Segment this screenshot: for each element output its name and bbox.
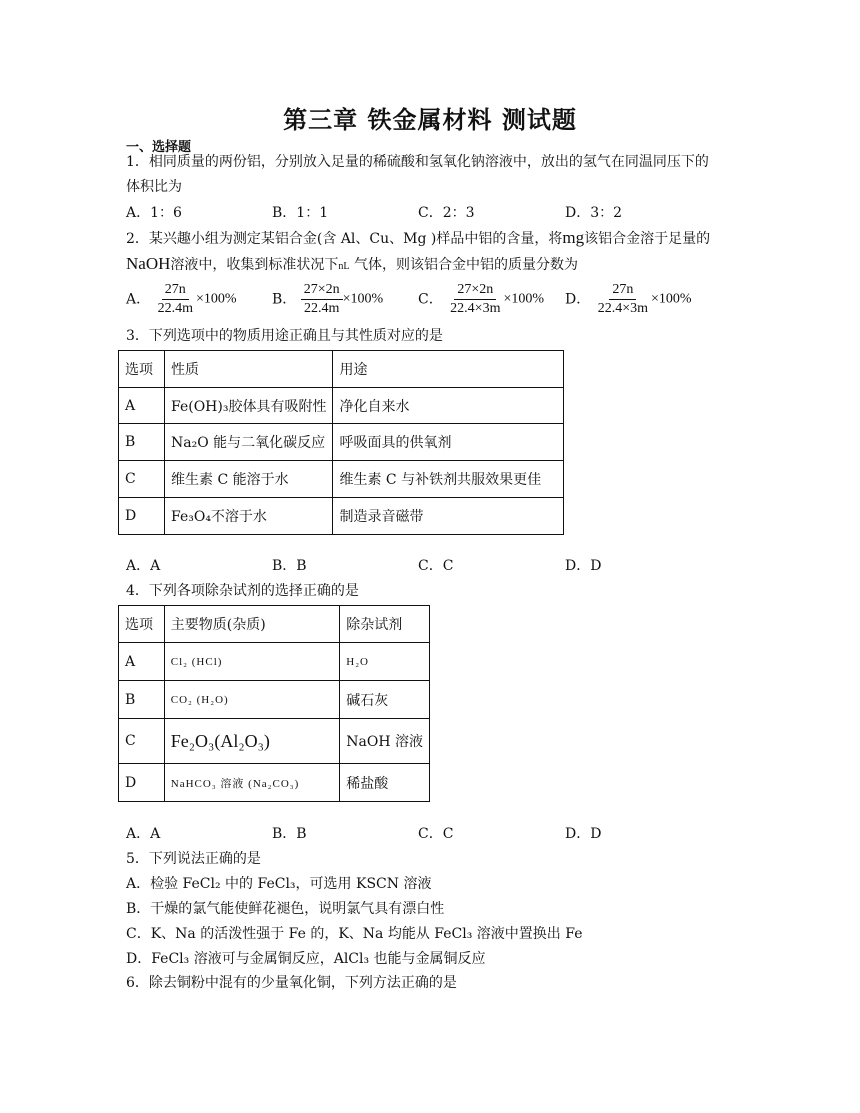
q3-row-c-use: 维生素 C 与补铁剂共服效果更佳 xyxy=(333,461,564,498)
table-row xyxy=(119,498,564,535)
q2-option-c-numerator: 27×2n xyxy=(454,281,496,300)
q4-row-c-substance: Fe₂O₃(Al₂O₃) xyxy=(164,719,339,764)
q2-option-b xyxy=(272,281,383,318)
q2-option-a-tail: ×100% xyxy=(195,291,237,307)
q6-stem: 6．除去铜粉中混有的少量氧化铜，下列方法正确的是 xyxy=(126,975,457,991)
q4-row-a-substance: Cl₂ (HCl) xyxy=(164,643,339,681)
page-title: 第三章 铁金属材料 测试题 xyxy=(283,105,577,134)
q3-row-a-use: 净化自来水 xyxy=(333,388,564,424)
table-row xyxy=(119,764,430,802)
q1-stem-line1: 1．相同质量的两份铝，分别放入足量的稀硫酸和氢氧化钠溶液中，放出的氢气在同温同压下的 xyxy=(126,154,709,170)
q2-option-a-denominator: 22.4m xyxy=(157,301,193,316)
q4-row-a-option: A xyxy=(119,643,165,681)
q4-row-d-option: D xyxy=(119,764,165,802)
q4-row-d-substance: NaHCO₃ 溶液 (Na₂CO₃) xyxy=(164,764,339,802)
q3-row-d-property: Fe₃O₄不溶于水 xyxy=(165,498,333,535)
q3-stem: 3．下列选项中的物质用途正确且与其性质对应的是 xyxy=(126,328,443,344)
q1-option-c: C．2：3 xyxy=(418,205,475,221)
q4-stem: 4．下列各项除杂试剂的选择正确的是 xyxy=(126,583,359,599)
q2-stem-text-b: 该铝合金溶于足量的 xyxy=(584,231,711,247)
q5-option-b: B．干燥的氯气能使鲜花褪色，说明氯气具有漂白性 xyxy=(126,901,445,917)
q2-stem-text-a: 2．某兴趣小组为测定某铝合金(含 Al、Cu、Mg )样品中铝的含量，将 xyxy=(126,231,563,247)
section-heading: 一、选择题 xyxy=(126,140,192,155)
q4-row-c-reagent: NaOH 溶液 xyxy=(340,719,430,764)
table-row xyxy=(119,643,430,681)
q3-header-property: 性质 xyxy=(165,351,333,388)
q2-option-d-label: D． xyxy=(565,291,591,308)
q2-naoh-symbol: NaOH xyxy=(126,254,171,273)
q4-row-c-option: C xyxy=(119,719,165,764)
q4-option-b: B．B xyxy=(272,826,307,842)
q3-row-c-option: C xyxy=(119,461,165,498)
q2-stem-text-c: 溶液中，收集到标准状况下 xyxy=(170,257,339,273)
q4-row-b-reagent: 碱石灰 xyxy=(340,681,430,719)
q2-option-a xyxy=(126,281,237,318)
q4-header-reagent: 除杂试剂 xyxy=(340,606,430,643)
q2-option-a-label: A． xyxy=(126,291,151,308)
q4-header-substance: 主要物质(杂质) xyxy=(164,606,339,643)
q2-option-d-numerator: 27n xyxy=(609,281,636,300)
q2-option-b-numerator: 27×2n xyxy=(301,281,343,300)
q1-stem-line2: 体积比为 xyxy=(126,179,182,195)
q2-stem-line1 xyxy=(126,228,710,249)
q4-option-a: A．A xyxy=(126,826,161,842)
q4-row-d-reagent: 稀盐酸 xyxy=(340,764,430,802)
q3-option-b: B．B xyxy=(272,558,307,574)
q4-row-a-reagent: H₂O xyxy=(340,643,430,681)
q2-option-b-fraction xyxy=(301,281,343,318)
q2-option-c-tail: ×100% xyxy=(503,291,545,307)
q4-option-c: C．C xyxy=(418,826,454,842)
q2-stem-line2 xyxy=(126,254,578,277)
q2-option-c-label: C． xyxy=(418,291,443,308)
table-row xyxy=(119,461,564,498)
q5-stem: 5．下列说法正确的是 xyxy=(126,851,261,867)
q3-row-b-property: Na₂O 能与二氧化碳反应 xyxy=(165,424,333,461)
q3-row-a-property: Fe(OH)₃胶体具有吸附性 xyxy=(165,388,333,424)
q4-option-d: D．D xyxy=(565,826,602,842)
q3-row-b-option: B xyxy=(119,424,165,461)
q3-header-option: 选项 xyxy=(119,351,165,388)
q2-stem-text-d: 气体，则该铝合金中铝的质量分数为 xyxy=(349,257,578,273)
q4-header-option: 选项 xyxy=(119,606,165,643)
q2-mass-symbol: mg xyxy=(562,228,585,247)
q2-option-b-denominator: 22.4m xyxy=(304,301,340,316)
q2-option-c-fraction xyxy=(447,281,503,318)
q2-option-a-numerator: 27n xyxy=(162,281,189,300)
q5-option-d: D．FeCl₃ 溶液可与金属铜反应，AlCl₃ 也能与金属铜反应 xyxy=(126,951,486,967)
q3-table xyxy=(118,350,564,535)
q3-header-use: 用途 xyxy=(333,351,564,388)
q4-table-header-row xyxy=(119,606,430,643)
q2-option-a-fraction xyxy=(155,281,196,318)
table-row xyxy=(119,388,564,424)
q2-option-d-tail: ×100% xyxy=(650,291,692,307)
q2-volume-symbol: nL xyxy=(338,261,350,272)
q3-option-a: A．A xyxy=(126,558,161,574)
q3-row-d-use: 制造录音磁带 xyxy=(333,498,564,535)
q3-table-header-row xyxy=(119,351,564,388)
q1-option-a: A．1：6 xyxy=(126,205,182,221)
q2-option-c-denominator: 22.4×3m xyxy=(450,301,501,316)
q2-option-c xyxy=(418,281,544,318)
q4-table xyxy=(118,605,430,802)
q2-option-b-label: B． xyxy=(272,291,297,308)
q2-option-d xyxy=(565,281,692,318)
q5-option-c: C．K、Na 的活泼性强于 Fe 的，K、Na 均能从 FeCl₃ 溶液中置换出 Fe xyxy=(126,926,583,942)
q5-option-a: A．检验 FeCl₂ 中的 FeCl₃，可选用 KSCN 溶液 xyxy=(126,876,432,892)
q1-option-d: D．3：2 xyxy=(565,205,623,221)
q3-option-c: C．C xyxy=(418,558,454,574)
table-row xyxy=(119,424,564,461)
q2-option-b-tail: ×100% xyxy=(342,291,384,307)
q4-row-b-substance: CO₂ (H₂O) xyxy=(164,681,339,719)
table-row xyxy=(119,681,430,719)
q3-row-c-property: 维生素 C 能溶于水 xyxy=(165,461,333,498)
q2-option-d-denominator: 22.4×3m xyxy=(597,301,648,316)
q3-row-d-option: D xyxy=(119,498,165,535)
q3-row-a-option: A xyxy=(119,388,165,424)
q2-option-d-fraction xyxy=(595,281,651,318)
q3-option-d: D．D xyxy=(565,558,602,574)
q4-row-b-option: B xyxy=(119,681,165,719)
q3-row-b-use: 呼吸面具的供氧剂 xyxy=(333,424,564,461)
q1-option-b: B．1：1 xyxy=(272,205,329,221)
table-row xyxy=(119,719,430,764)
